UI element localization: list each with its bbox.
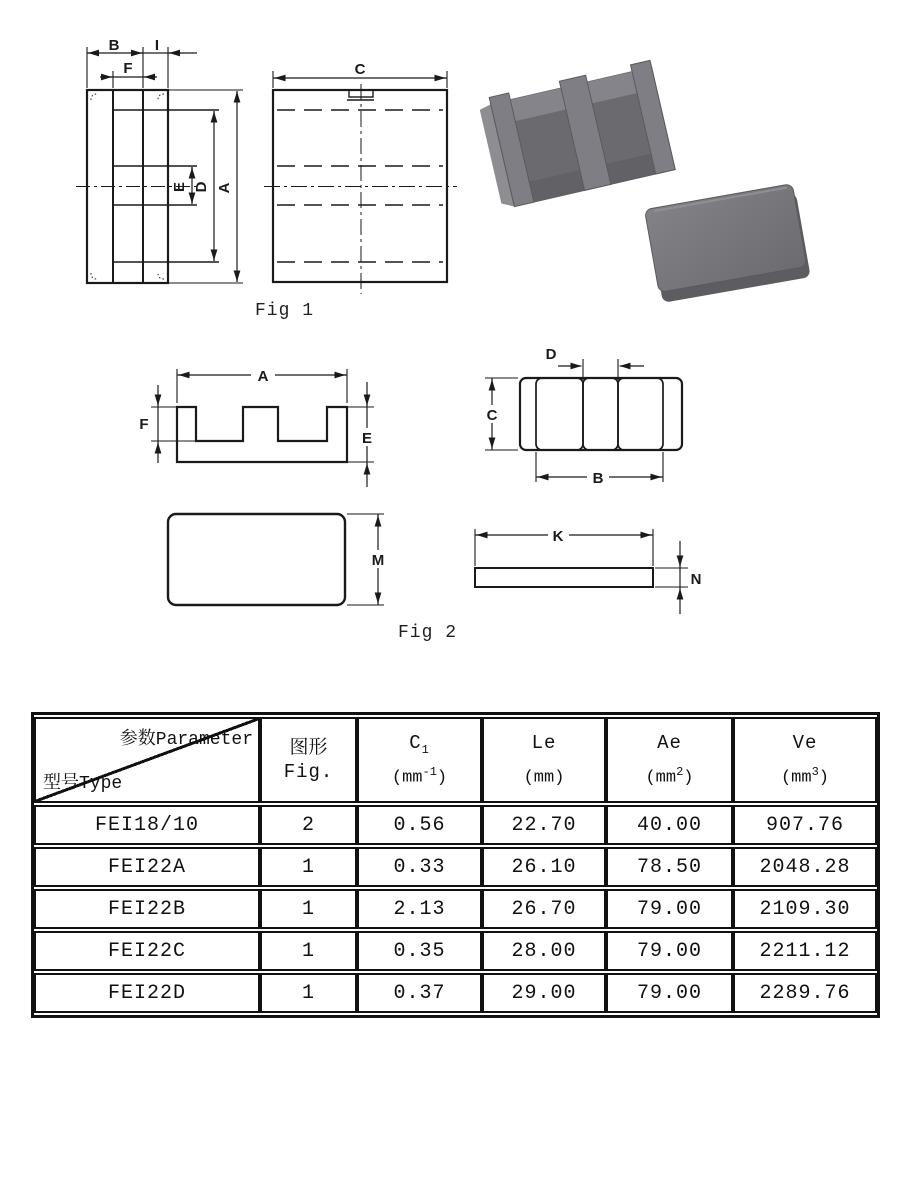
cell-le: 29.00	[482, 973, 606, 1013]
cell-le: 22.70	[482, 805, 606, 845]
dim-label-d2: D	[545, 346, 557, 363]
cell-c1: 0.37	[357, 973, 482, 1013]
header-parameter-label: 参数Parameter	[119, 730, 253, 750]
dim-label-c: C	[354, 61, 366, 78]
fig1-caption: Fig 1	[254, 301, 314, 321]
fig2-plate-side-view	[475, 526, 688, 614]
header-cell-param-type	[34, 717, 260, 803]
dim-label-a: A	[216, 182, 233, 194]
fig2-drawing	[130, 340, 730, 630]
dim-label-b2: B	[592, 470, 604, 487]
table-row	[34, 847, 877, 887]
fig2-caption: Fig 2	[397, 623, 457, 643]
dim-label-i: I	[154, 37, 160, 54]
dim-label-e: E	[171, 181, 188, 193]
cell-fig: 2	[260, 805, 357, 845]
table-row	[34, 931, 877, 971]
cell-c1: 0.56	[357, 805, 482, 845]
cell-le: 28.00	[482, 931, 606, 971]
dim-label-e2: E	[361, 430, 373, 447]
cell-type: FEI22B	[34, 889, 260, 929]
header-cell-c1: $C_1$ $(mm^{-1})$	[357, 717, 482, 803]
cell-ae: 40.00	[606, 805, 733, 845]
cell-fig: 1	[260, 847, 357, 887]
fig1-front-view	[76, 47, 243, 283]
cell-type: FEI22A	[34, 847, 260, 887]
dim-label-a2: A	[257, 368, 269, 385]
cell-c1: 2.13	[357, 889, 482, 929]
cell-ve: 907.76	[733, 805, 877, 845]
cell-c1: 0.35	[357, 931, 482, 971]
header-type-label: 型号Type	[43, 774, 123, 794]
cell-type: FEI22D	[34, 973, 260, 1013]
spec-table	[31, 712, 874, 1018]
table-row	[34, 973, 877, 1013]
cell-le: 26.70	[482, 889, 606, 929]
dim-label-f2: F	[139, 416, 149, 433]
cell-ae: 79.00	[606, 973, 733, 1013]
cell-ae: 79.00	[606, 889, 733, 929]
dim-label-d: D	[193, 181, 210, 193]
fig1-drawing	[55, 25, 470, 330]
dim-label-f: F	[123, 60, 133, 77]
table-row	[34, 889, 877, 929]
cell-ae: 79.00	[606, 931, 733, 971]
dim-label-c2: C	[486, 407, 498, 424]
cell-le: 26.10	[482, 847, 606, 887]
dim-label-m: M	[371, 552, 385, 569]
fig2-core-top-view	[483, 359, 682, 486]
fig2-plate-top-view	[168, 514, 389, 605]
cell-c1: 0.33	[357, 847, 482, 887]
dim-label-n: N	[690, 571, 702, 588]
cell-ve: 2289.76	[733, 973, 877, 1013]
cell-type: FEI18/10	[34, 805, 260, 845]
cell-fig: 1	[260, 973, 357, 1013]
cell-fig: 1	[260, 889, 357, 929]
ferrite-cores-photo	[478, 40, 813, 305]
cell-ve: 2211.12	[733, 931, 877, 971]
fig1-side-view	[264, 71, 457, 294]
dim-label-b: B	[108, 37, 120, 54]
table-row	[34, 805, 877, 845]
e-core-photo	[478, 60, 676, 209]
header-cell-le: Le (mm)	[482, 717, 606, 803]
cell-ve: 2109.30	[733, 889, 877, 929]
header-cell-fig: 图形 Fig.	[260, 717, 357, 803]
header-cell-ae: Ae $(mm^2)$	[606, 717, 733, 803]
dim-label-k: K	[552, 528, 564, 545]
cell-type: FEI22C	[34, 931, 260, 971]
cell-ve: 2048.28	[733, 847, 877, 887]
cell-fig: 1	[260, 931, 357, 971]
cell-ae: 78.50	[606, 847, 733, 887]
header-cell-ve: Ve $(mm^3)$	[733, 717, 877, 803]
i-plate-photo	[644, 183, 810, 303]
